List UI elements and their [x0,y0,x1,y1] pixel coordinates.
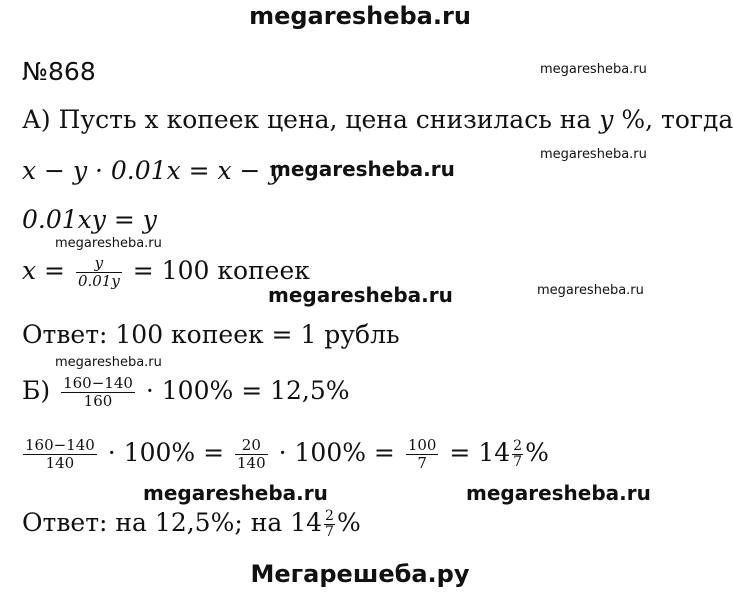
problem-number: №868 [22,57,96,86]
watermark: megaresheba.ru [540,62,647,77]
part-b-line-2-mid-2: · 100% = [278,438,395,467]
part-b-line-1 [22,375,350,410]
part-a-line-1 [22,105,733,135]
part-b-line-2-mid-1: · 100% = [107,438,225,467]
part-a-line-4-fraction [76,255,122,290]
part-b-answer-text: Ответ: на 12,5%; на 14 [22,508,323,537]
part-b-line-2-fraction-2 [235,437,268,472]
fraction-numerator: 100 [407,436,437,454]
part-a-line-4 [22,255,310,290]
part-a-line-1-end: %, тогда [613,105,733,134]
watermark: megaresheba.ru [466,481,651,505]
footer-site: Мегарешеба.ру [250,560,470,588]
part-a-answer: Ответ: 100 копеек = 1 рубль [22,320,400,349]
part-a-line-1-text: А) Пусть х копеек цена, цена снизилась на [22,105,600,134]
fraction-denominator: 7 [513,454,523,470]
part-b-line-2 [20,437,549,472]
part-a-line-3: 0.01xy = y [22,205,157,234]
fraction-denominator: 160 [83,392,113,410]
fraction-denominator: 140 [45,454,75,472]
fraction-numerator: 2 [513,438,523,454]
watermark: megaresheba.ru [55,236,162,251]
fraction-numerator: 20 [235,437,268,455]
part-b-line-1-rhs: · 100% = 12,5% [145,376,350,405]
part-b-line-2-eq: = 14 [449,438,511,467]
watermark: megaresheba.ru [268,283,453,307]
part-b-answer-percent: % [336,508,361,537]
part-b-line-2-mixed-fraction [512,439,523,470]
fraction-denominator: 0.01y [77,272,120,290]
part-a-line-2: x − y · 0.01x = x − y [22,156,283,185]
fraction-numerator: y [76,255,122,273]
part-b-line-1-lead: Б) [22,376,51,405]
part-b-line-2-fraction-3 [406,437,439,472]
header-site: megaresheba.ru [249,2,471,30]
part-b-line-1-fraction [61,375,135,410]
watermark: megaresheba.ru [537,283,644,298]
fraction-denominator: 7 [325,524,334,540]
watermark: megaresheba.ru [540,147,647,162]
fraction-numerator: 160−140 [63,374,133,392]
watermark: megaresheba.ru [270,157,455,181]
part-a-line-1-var: y [599,105,614,134]
part-b-answer-mixed-fraction [324,509,335,540]
part-b-answer [22,508,361,540]
fraction-denominator: 7 [417,454,427,472]
watermark: megaresheba.ru [143,481,328,505]
part-b-line-2-fraction-1 [23,437,97,472]
fraction-numerator: 2 [325,508,334,524]
part-a-line-4-lhs: x = [22,256,65,285]
watermark: megaresheba.ru [55,355,162,370]
part-a-line-4-rhs: = 100 копеек [132,256,310,285]
fraction-denominator: 140 [237,454,266,472]
part-b-line-2-percent: % [525,438,549,467]
fraction-numerator: 160−140 [25,436,95,454]
